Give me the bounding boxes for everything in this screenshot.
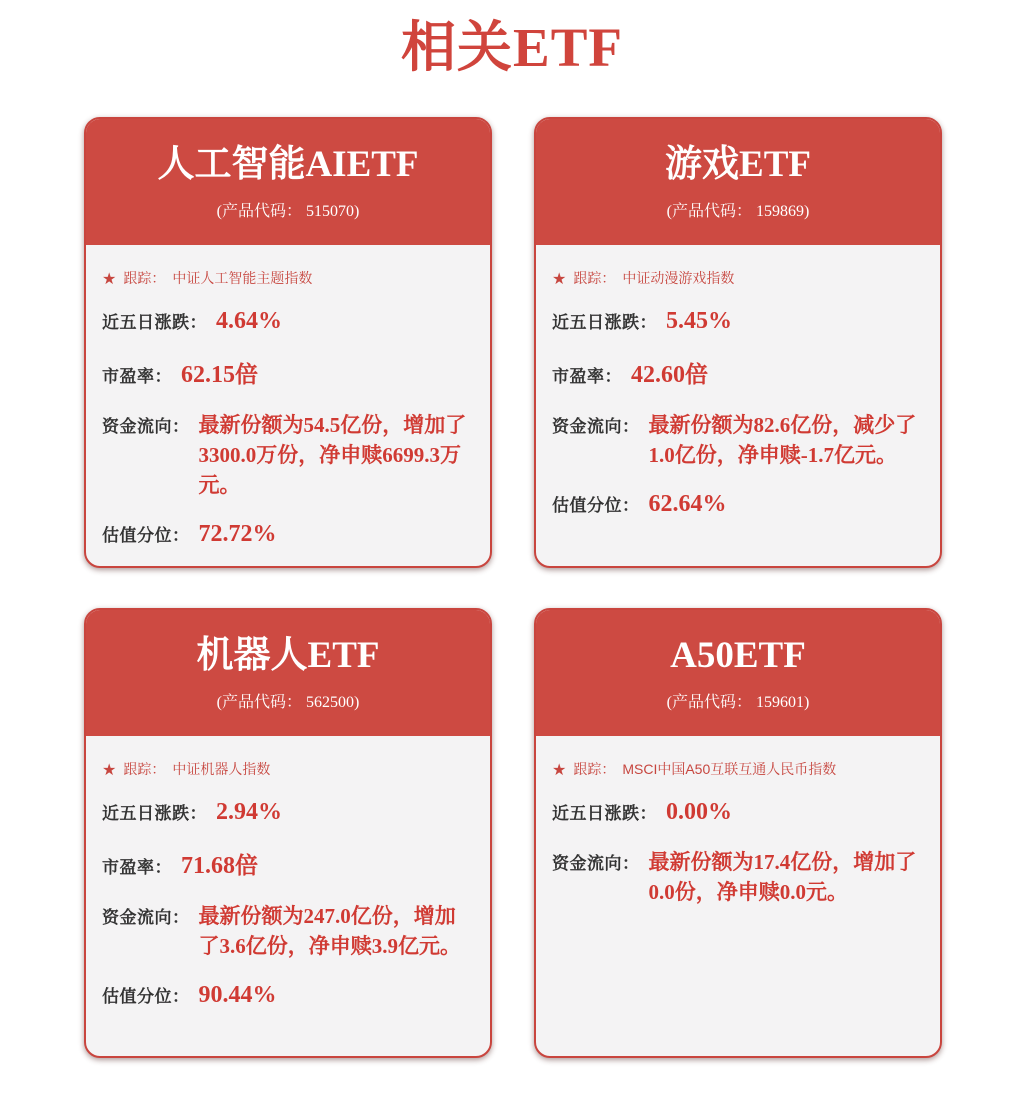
five-day-change-row <box>102 799 472 826</box>
tracking-row <box>102 760 472 780</box>
pe-ratio-label: 市盈率： <box>102 858 172 877</box>
fund-flow-row <box>102 901 472 961</box>
five-day-change-value: 2.94% <box>216 799 282 825</box>
valuation-label: 估值分位： <box>552 496 640 515</box>
tracking-index: 中证动漫游戏指数 <box>622 270 735 286</box>
valuation-label: 估值分位： <box>102 526 190 545</box>
five-day-change-row <box>102 308 472 335</box>
pe-ratio-row <box>102 356 472 389</box>
fund-flow-row <box>552 410 922 470</box>
card-body <box>86 245 490 548</box>
etf-product-code: (产品代码： 515070) <box>216 203 360 220</box>
tracking-label: 跟踪： <box>123 270 166 286</box>
fund-flow-value: 最新份额为82.6亿份，减少了1.0亿份，净申赎-1.7亿元。 <box>648 413 917 467</box>
five-day-change-value: 4.64% <box>216 308 282 334</box>
five-day-change-label: 近五日涨跌： <box>102 804 207 823</box>
tracking-label: 跟踪： <box>123 761 166 777</box>
valuation-value: 62.64% <box>648 491 727 517</box>
pe-ratio-value: 71.68倍 <box>181 852 258 879</box>
valuation-row <box>552 491 922 518</box>
etf-card-robot <box>84 608 492 1058</box>
etf-card-aietf <box>84 117 492 568</box>
star-icon: ★ <box>552 762 567 779</box>
pe-ratio-label: 市盈率： <box>102 367 172 386</box>
fund-flow-value: 最新份额为17.4亿份，增加了0.0份，净申赎0.0元。 <box>648 850 917 904</box>
valuation-row <box>102 521 472 548</box>
valuation-row <box>102 982 472 1009</box>
five-day-change-value: 5.45% <box>666 308 732 334</box>
fund-flow-label: 资金流向： <box>102 417 190 436</box>
etf-name: 游戏ETF <box>665 144 811 185</box>
five-day-change-label: 近五日涨跌： <box>552 313 657 332</box>
etf-card-a50 <box>534 608 942 1058</box>
five-day-change-row <box>552 308 922 335</box>
tracking-label: 跟踪： <box>573 761 616 777</box>
fund-flow-label: 资金流向： <box>552 854 640 873</box>
etf-name: 机器人ETF <box>196 635 380 676</box>
card-header <box>86 610 490 736</box>
five-day-change-label: 近五日涨跌： <box>552 804 657 823</box>
fund-flow-row <box>552 847 922 907</box>
valuation-value: 90.44% <box>198 982 277 1008</box>
pe-ratio-value: 62.15倍 <box>181 361 258 388</box>
card-body <box>536 736 940 907</box>
etf-product-code: (产品代码： 562500) <box>216 694 360 711</box>
etf-cards-grid <box>84 117 1024 1058</box>
pe-ratio-row <box>102 847 472 880</box>
tracking-row <box>102 269 472 289</box>
page-title: 相关ETF <box>401 17 623 78</box>
card-body <box>86 736 490 1009</box>
etf-name: 人工智能AIETF <box>157 144 419 185</box>
pe-unit: 倍 <box>235 361 258 387</box>
star-icon: ★ <box>102 271 117 288</box>
pe-ratio-label: 市盈率： <box>552 367 622 386</box>
star-icon: ★ <box>102 762 117 779</box>
card-header <box>86 119 490 245</box>
fund-flow-value: 最新份额为247.0亿份，增加了3.6亿份，净申赎3.9亿元。 <box>198 904 461 958</box>
pe-ratio-value: 42.60倍 <box>631 361 708 388</box>
five-day-change-row <box>552 799 922 826</box>
valuation-value: 72.72% <box>198 521 277 547</box>
tracking-index: 中证人工智能主题指数 <box>172 270 313 286</box>
tracking-row <box>552 269 922 289</box>
tracking-row <box>552 760 922 780</box>
valuation-label: 估值分位： <box>102 987 190 1006</box>
pe-ratio-row <box>552 356 922 389</box>
tracking-index: MSCI中国A50互联互通人民币指数 <box>622 761 837 777</box>
etf-product-code: (产品代码： 159601) <box>666 694 810 711</box>
card-header <box>536 610 940 736</box>
fund-flow-label: 资金流向： <box>102 908 190 927</box>
star-icon: ★ <box>552 271 567 288</box>
five-day-change-value: 0.00% <box>666 799 732 825</box>
card-header <box>536 119 940 245</box>
etf-product-code: (产品代码： 159869) <box>666 203 810 220</box>
etf-card-game <box>534 117 942 568</box>
pe-unit: 倍 <box>685 361 708 387</box>
pe-unit: 倍 <box>235 852 258 878</box>
tracking-index: 中证机器人指数 <box>172 761 271 777</box>
tracking-label: 跟踪： <box>573 270 616 286</box>
etf-name: A50ETF <box>670 635 806 676</box>
five-day-change-label: 近五日涨跌： <box>102 313 207 332</box>
fund-flow-value: 最新份额为54.5亿份，增加了3300.0万份，净申赎6699.3万元。 <box>198 413 467 497</box>
fund-flow-row <box>102 410 472 500</box>
fund-flow-label: 资金流向： <box>552 417 640 436</box>
card-body <box>536 245 940 518</box>
